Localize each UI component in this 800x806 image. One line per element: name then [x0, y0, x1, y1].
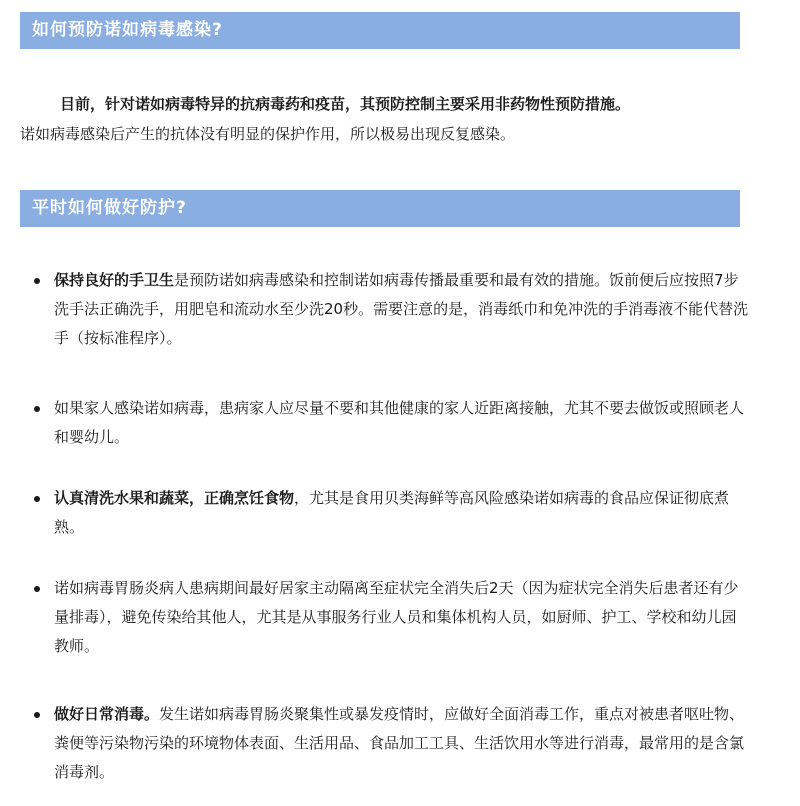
list-item	[54, 394, 750, 452]
list-item	[54, 700, 750, 787]
tip-emphasis: 认真清洗水果和蔬菜，正确烹饪食物	[54, 489, 295, 507]
section-header-protection	[20, 190, 740, 227]
tip-text: 诺如病毒胃肠炎病人患病期间最好居家主动隔离至症状完全消失后2天（因为症状完全消失后患者还有少量排毒），避免传染给其他人，尤其是从事服务行业人员和集体机构人员，如厨师、护工、学校和幼儿园教师。	[54, 579, 739, 655]
tip-text: ，尤其是食用贝类海鲜等高风险感染诺如病毒的食品应保证彻底煮熟。	[54, 489, 730, 536]
intro-paragraph-bold: 目前，针对诺如病毒特异的抗病毒药和疫苗，其预防控制主要采用非药物性预防措施。	[60, 95, 631, 113]
tip-emphasis: 保持良好的手卫生	[54, 271, 175, 289]
tip-text: 是预防诺如病毒感染和控制诺如病毒传播最重要和最有效的措施。饭前便后应按照7步洗手法正确洗手，用肥皂和流动水至少洗20秒。需要注意的是，消毒纸巾和免冲洗的手消毒液不能代替洗手（按标准程序）。	[54, 271, 749, 347]
section-title: 如何预防诺如病毒感染?	[32, 20, 223, 40]
section-header-prevention	[20, 12, 740, 49]
tip-text: 如果家人感染诺如病毒，患病家人应尽量不要和其他健康的家人近距离接触，尤其不要去做饭或照顾老人和婴幼儿。	[54, 399, 745, 446]
tip-text: 发生诺如病毒胃肠炎聚集性或暴发疫情时，应做好全面消毒工作，重点对被患者呕吐物、粪便等污染物污染的环境物体表面、生活用品、食品加工工具、生活饮用水等进行消毒，最常用的是含氯消毒剂。	[54, 705, 745, 781]
tip-emphasis: 做好日常消毒。	[54, 705, 160, 723]
section-title: 平时如何做好防护?	[32, 198, 187, 218]
intro-paragraph: 诺如病毒感染后产生的抗体没有明显的保护作用，所以极易出现反复感染。	[20, 125, 516, 143]
list-item	[54, 266, 750, 353]
list-item	[54, 574, 750, 661]
list-item	[54, 484, 750, 542]
